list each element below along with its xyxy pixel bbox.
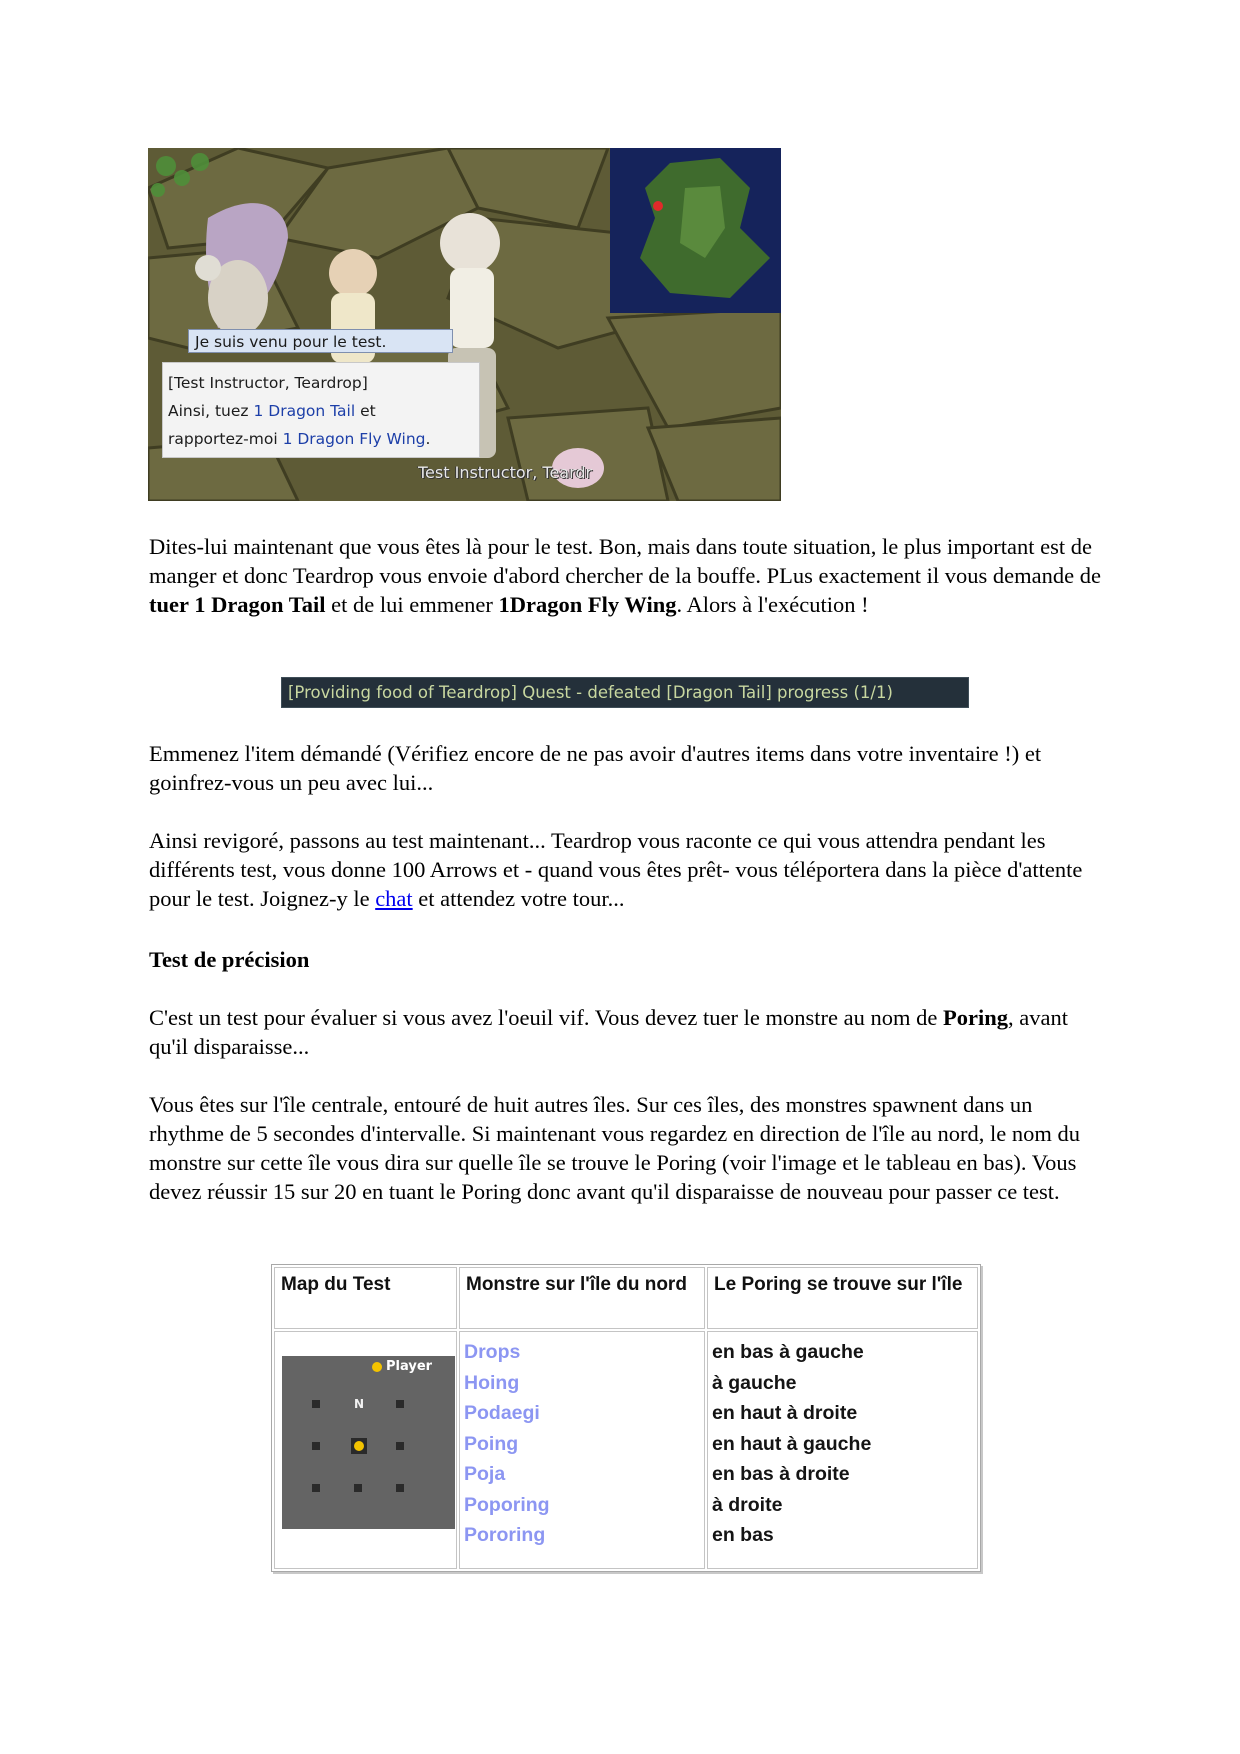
- monster-name: Poja: [464, 1463, 506, 1485]
- poring-location: à gauche: [712, 1371, 797, 1394]
- player-dot: [354, 1441, 364, 1451]
- location-list: [707, 1331, 978, 1569]
- paragraph-item: Emmenez l'item démandé (Vérifiez encore de ne pas avoir d'autres items dans votre inventaire !) et goinfrez-vous un peu avec lui...: [149, 741, 1042, 795]
- dialog-line: Ainsi, tuez 1 Dragon Tail et: [168, 402, 376, 420]
- npc-name-label: Test Instructor, Teardr: [418, 463, 593, 482]
- dialog-speaker: [Test Instructor, Teardrop]: [168, 374, 368, 392]
- island-left: [312, 1442, 320, 1450]
- monster-name: Poporing: [464, 1493, 550, 1516]
- north-label: N: [354, 1397, 365, 1411]
- header-monster: Monstre sur l'île du nord: [459, 1267, 705, 1329]
- dialog-item: 1 Dragon Fly Wing: [282, 430, 426, 448]
- speech-bubble: Je suis venu pour le test.: [188, 329, 453, 353]
- npc-dialog: [162, 362, 480, 458]
- header-map: Map du Test: [274, 1267, 457, 1329]
- island-right: [396, 1442, 404, 1450]
- test-map: [282, 1356, 455, 1529]
- poring-location: en haut à gauche: [712, 1432, 872, 1455]
- test-table: [271, 1264, 981, 1572]
- island-top-left: [312, 1400, 320, 1408]
- player-legend-dot: [372, 1362, 382, 1372]
- section-heading: Test de précision: [149, 947, 310, 972]
- header-location: Le Poring se trouve sur l'île: [707, 1267, 978, 1329]
- island-top-right: [396, 1400, 404, 1408]
- poring-location: en haut à droite: [712, 1402, 858, 1424]
- paragraph-test-rules: Vous êtes sur l'île centrale, entouré de huit autres îles. Sur ces îles, des monstres spawnent dans un rhythme de 5 secondes d'intervalle. Si maintenant vous regardez en direction de l'île au nord, le nom du monstre sur cette île vous dira sur quelle île se trouve le Poring (voir l'image et le tableau en bas). Vous devez réussir 15 sur 20 en tuant le Poring donc avant qu'il disparaisse de nouveau pour passer ce test.: [149, 1092, 1080, 1204]
- paragraph-intro: Dites-lui maintenant que vous êtes là pour le test. Bon, mais dans toute situation, le plus important est de manger et donc Teardrop vous envoie d'abord chercher de la bouffe. PLus exactement il vous demande de tuer 1 Dragon Tail et de lui emmener 1Dragon Fly Wing. Alors à l'exécution !: [149, 534, 1101, 617]
- quest-status-bar: [Providing food of Teardrop] Quest - defeated [Dragon Tail] progress (1/1): [281, 677, 969, 708]
- chat-link[interactable]: chat: [375, 886, 413, 911]
- paragraph-test-intro: Ainsi revigoré, passons au test maintenant... Teardrop vous raconte ce qui vous attendra pendant les différents test, vous donne 100 Arrows et - quand vous êtes prêt- vous téléportera dans la pièce d'attente pour le test. Joignez-y le chat et attendez votre tour...: [149, 828, 1083, 911]
- minimap: [610, 148, 781, 313]
- poring-location: en bas à droite: [712, 1463, 850, 1485]
- monster-name: Drops: [464, 1341, 521, 1363]
- monster-list: [459, 1331, 705, 1569]
- bold-poring: Poring: [942, 1005, 1008, 1030]
- dialog-line: rapportez-moi 1 Dragon Fly Wing.: [168, 430, 431, 448]
- island-bottom-left: [312, 1484, 320, 1492]
- player-legend-label: Player: [386, 1359, 433, 1374]
- poring-location: à droite: [712, 1493, 783, 1516]
- monster-name: Pororing: [464, 1524, 546, 1546]
- paragraph-test-goal: C'est un test pour évaluer si vous avez l'oeuil vif. Vous devez tuer le monstre au nom de Poring, avant qu'il disparaisse...: [149, 1005, 1068, 1059]
- poring-location: en bas à gauche: [712, 1341, 864, 1363]
- poring-location: en bas: [712, 1524, 774, 1546]
- game-screenshot: [148, 148, 781, 501]
- dialog-item: 1 Dragon Tail: [253, 402, 356, 420]
- monster-name: Podaegi: [464, 1402, 540, 1424]
- monster-name: Poing: [464, 1432, 519, 1455]
- map-cell: [274, 1331, 457, 1569]
- bold-task-item: 1Dragon Fly Wing: [498, 592, 677, 617]
- bold-task-kill: tuer 1 Dragon Tail: [149, 592, 326, 617]
- monster-name: Hoing: [464, 1371, 520, 1394]
- player-marker: [653, 201, 663, 211]
- island-bottom: [354, 1484, 362, 1492]
- island-bottom-right: [396, 1484, 404, 1492]
